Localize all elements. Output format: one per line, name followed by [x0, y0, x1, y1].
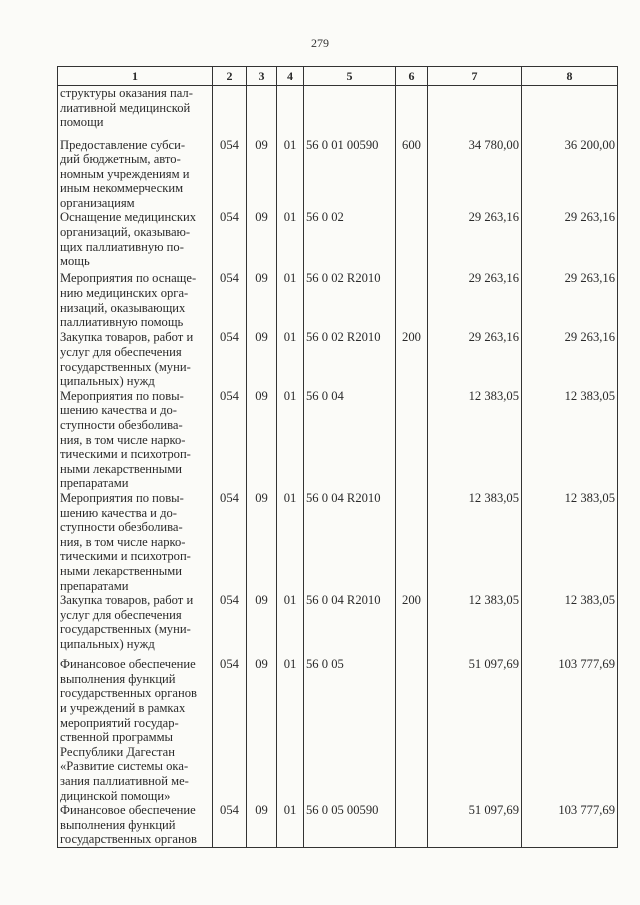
row-name-cell: [58, 389, 213, 491]
amount-year1-cell: 12 383,05: [428, 389, 522, 491]
target-article-cell: [304, 86, 396, 138]
row-name-cell: [58, 330, 213, 388]
header-col-6: 6: [396, 67, 428, 86]
expense-type-cell: 200: [396, 593, 428, 657]
row-name-cell: [58, 491, 213, 593]
row-name-line: Мероприятия по повы-: [60, 388, 184, 403]
section-code-cell: 09: [247, 210, 277, 271]
header-col-4: 4: [277, 67, 304, 86]
table-row: [58, 803, 618, 847]
expense-type-cell: [396, 210, 428, 271]
row-name-cell: [58, 210, 213, 271]
table-row: [58, 210, 618, 271]
row-name-line: ния, в том числе нарко-: [60, 534, 186, 549]
amount-year1-cell: 29 263,16: [428, 271, 522, 330]
ministry-code-cell: [213, 86, 247, 138]
target-article-cell: 56 0 01 00590: [304, 138, 396, 211]
row-name-line: шению качества и до-: [60, 505, 177, 520]
row-name-line: зания паллиативной ме-: [60, 773, 189, 788]
expense-type-cell: 200: [396, 330, 428, 388]
row-name-line: нию медицинских орга-: [60, 286, 189, 301]
table-body: [58, 86, 618, 848]
target-article-cell: 56 0 05 00590: [304, 803, 396, 847]
ministry-code-cell: 054: [213, 491, 247, 593]
ministry-code-cell: 054: [213, 389, 247, 491]
subsection-code-cell: 01: [277, 389, 304, 491]
row-name-line: номным учреждениям и: [60, 166, 190, 181]
amount-year1-cell: 51 097,69: [428, 657, 522, 803]
row-name-line: ступности обезболива-: [60, 520, 183, 535]
subsection-code-cell: 01: [277, 657, 304, 803]
row-name-line: организациям: [60, 195, 135, 210]
amount-year2-cell: 29 263,16: [522, 210, 618, 271]
ministry-code-cell: 054: [213, 593, 247, 657]
amount-year1-cell: 12 383,05: [428, 491, 522, 593]
amount-year1-cell: 12 383,05: [428, 593, 522, 657]
row-name-line: иным некоммерческим: [60, 181, 184, 196]
amount-year1-cell: [428, 86, 522, 138]
target-article-cell: 56 0 04 R2010: [304, 491, 396, 593]
amount-year1-cell: 51 097,69: [428, 803, 522, 847]
section-code-cell: 09: [247, 491, 277, 593]
row-name-line: организаций, оказываю-: [60, 225, 191, 240]
row-name-line: лиативной медицинской: [60, 100, 191, 115]
row-name-line: помощи: [60, 115, 104, 130]
row-name-cell: [58, 657, 213, 803]
row-name-line: ципальных) нужд: [60, 374, 155, 389]
page-number: 279: [311, 36, 329, 50]
section-code-cell: 09: [247, 389, 277, 491]
expense-type-cell: [396, 389, 428, 491]
row-name-cell: [58, 271, 213, 330]
table-row: [58, 330, 618, 388]
row-name-line: услуг для обеспечения: [60, 345, 182, 360]
row-name-line: и учреждений в рамках: [60, 700, 186, 715]
ministry-code-cell: 054: [213, 271, 247, 330]
amount-year2-cell: 103 777,69: [522, 803, 618, 847]
header-col-2: 2: [213, 67, 247, 86]
row-name-line: Мероприятия по повы-: [60, 491, 184, 505]
amount-year1-cell: 29 263,16: [428, 330, 522, 388]
row-name-cell: [58, 593, 213, 657]
row-name-line: ступности обезболива-: [60, 418, 183, 433]
row-name-line: государственных органов: [60, 832, 197, 847]
section-code-cell: 09: [247, 271, 277, 330]
expense-type-cell: 600: [396, 138, 428, 211]
target-article-cell: 56 0 05: [304, 657, 396, 803]
amount-year2-cell: 12 383,05: [522, 593, 618, 657]
subsection-code-cell: 01: [277, 210, 304, 271]
section-code-cell: [247, 86, 277, 138]
row-name-line: тическими и психотроп-: [60, 447, 191, 462]
row-name-line: «Развитие системы ока-: [60, 759, 189, 774]
table-row: [58, 138, 618, 211]
section-code-cell: 09: [247, 138, 277, 211]
subsection-code-cell: 01: [277, 138, 304, 211]
target-article-cell: 56 0 04 R2010: [304, 593, 396, 657]
row-name-line: мощь: [60, 254, 90, 269]
table-row: [58, 389, 618, 491]
row-name-line: государственных (муни-: [60, 359, 191, 374]
row-name-line: паллиативную помощь: [60, 315, 184, 330]
subsection-code-cell: [277, 86, 304, 138]
row-name-line: Предоставление субси-: [60, 137, 186, 152]
row-name-line: ния, в том числе нарко-: [60, 432, 186, 447]
row-name-line: Мероприятия по оснаще-: [60, 271, 197, 286]
row-name-line: низаций, оказывающих: [60, 300, 186, 315]
row-name-line: ными лекарственными: [60, 563, 182, 578]
expense-type-cell: [396, 657, 428, 803]
table-header-row: [58, 67, 618, 86]
table-row: [58, 491, 618, 593]
budget-table: [57, 66, 618, 848]
row-name-line: препаратами: [60, 476, 129, 491]
row-name-cell: [58, 803, 213, 847]
row-name-line: Финансовое обеспечение: [60, 657, 196, 672]
row-name-line: Закупка товаров, работ и: [60, 593, 194, 608]
row-name-line: выполнения функций: [60, 817, 176, 832]
row-name-line: услуг для обеспечения: [60, 607, 182, 622]
expense-type-cell: [396, 803, 428, 847]
subsection-code-cell: 01: [277, 491, 304, 593]
section-code-cell: 09: [247, 330, 277, 388]
subsection-code-cell: 01: [277, 803, 304, 847]
ministry-code-cell: 054: [213, 138, 247, 211]
target-article-cell: 56 0 02 R2010: [304, 330, 396, 388]
row-name-line: тическими и психотроп-: [60, 549, 191, 564]
table-row: [58, 86, 618, 138]
row-name-cell: [58, 86, 213, 138]
section-code-cell: 09: [247, 657, 277, 803]
row-name-line: государственных (муни-: [60, 622, 191, 637]
amount-year2-cell: 29 263,16: [522, 330, 618, 388]
row-name-line: ственной программы: [60, 730, 174, 745]
expense-type-cell: [396, 491, 428, 593]
row-name-line: ципальных) нужд: [60, 636, 155, 651]
amount-year2-cell: [522, 86, 618, 138]
target-article-cell: 56 0 02 R2010: [304, 271, 396, 330]
subsection-code-cell: 01: [277, 593, 304, 657]
row-name-cell: [58, 138, 213, 211]
expense-type-cell: [396, 271, 428, 330]
section-code-cell: 09: [247, 593, 277, 657]
table-row: [58, 593, 618, 657]
expense-type-cell: [396, 86, 428, 138]
row-name-line: дицинской помощи»: [60, 788, 171, 803]
row-name-line: мероприятий государ-: [60, 715, 179, 730]
table-row: [58, 271, 618, 330]
header-col-1: 1: [58, 67, 213, 86]
header-col-5: 5: [304, 67, 396, 86]
amount-year2-cell: 103 777,69: [522, 657, 618, 803]
table-row: [58, 657, 618, 803]
ministry-code-cell: 054: [213, 803, 247, 847]
amount-year2-cell: 29 263,16: [522, 271, 618, 330]
row-name-line: Оснащение медицинских: [60, 210, 197, 225]
amount-year2-cell: 12 383,05: [522, 491, 618, 593]
ministry-code-cell: 054: [213, 657, 247, 803]
amount-year2-cell: 36 200,00: [522, 138, 618, 211]
row-name-line: Закупка товаров, работ и: [60, 330, 194, 345]
section-code-cell: 09: [247, 803, 277, 847]
row-name-line: Финансовое обеспечение: [60, 803, 196, 818]
subsection-code-cell: 01: [277, 271, 304, 330]
row-name-line: препаратами: [60, 578, 129, 593]
target-article-cell: 56 0 04: [304, 389, 396, 491]
row-name-line: ными лекарственными: [60, 461, 182, 476]
header-col-3: 3: [247, 67, 277, 86]
row-name-line: щих паллиативную по-: [60, 239, 184, 254]
header-col-8: 8: [522, 67, 618, 86]
row-name-line: структуры оказания пал-: [60, 86, 193, 100]
subsection-code-cell: 01: [277, 330, 304, 388]
row-name-line: шению качества и до-: [60, 403, 177, 418]
row-name-line: государственных органов: [60, 686, 197, 701]
row-name-line: Республики Дагестан: [60, 744, 175, 759]
row-name-line: дий бюджетным, авто-: [60, 152, 181, 167]
amount-year1-cell: 34 780,00: [428, 138, 522, 211]
amount-year1-cell: 29 263,16: [428, 210, 522, 271]
ministry-code-cell: 054: [213, 330, 247, 388]
target-article-cell: 56 0 02: [304, 210, 396, 271]
header-col-7: 7: [428, 67, 522, 86]
ministry-code-cell: 054: [213, 210, 247, 271]
row-name-line: выполнения функций: [60, 671, 176, 686]
amount-year2-cell: 12 383,05: [522, 389, 618, 491]
